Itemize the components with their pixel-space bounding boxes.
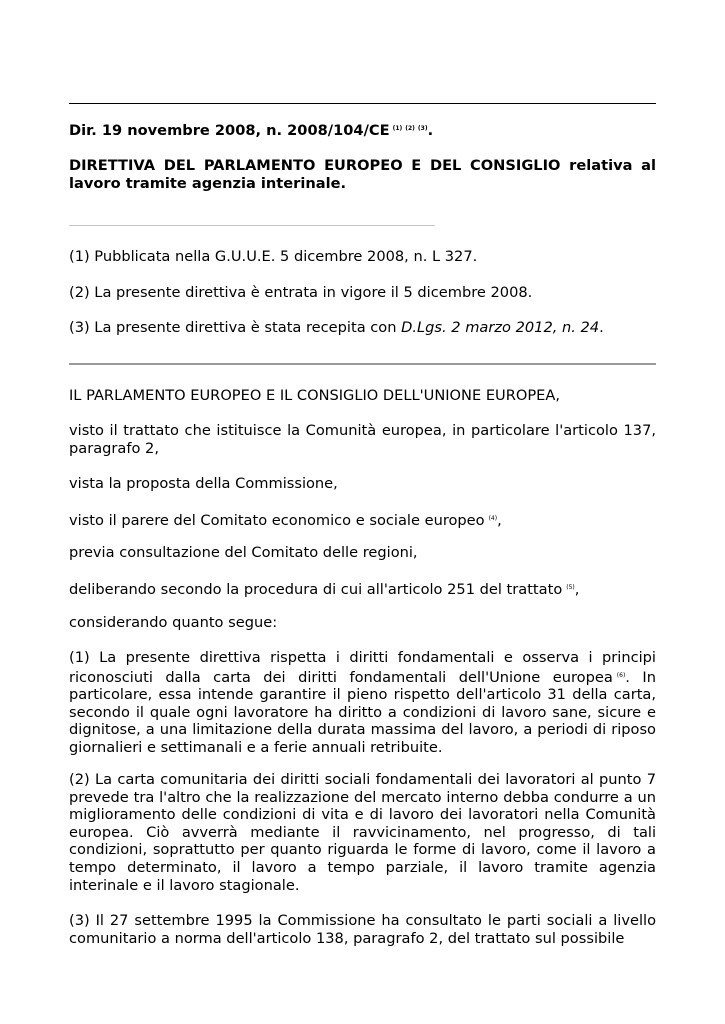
deliberando-end: , — [574, 581, 580, 598]
footnote-ref-2[interactable]: (2) — [405, 125, 415, 132]
deliberando-text: deliberando secondo la procedura di cui all'articolo 251 del trattato — [69, 581, 563, 598]
footnote-3-end: . — [599, 319, 604, 336]
recital-2: (2) La carta comunitaria dei diritti sociali fondamentali dei lavoratori al punto 7 prevede tra l'altro che la realizzazione del mercato interno debba condurre a un miglioramento delle condizioni di vita e di lavoro dei lavoratori nella Comunità europea. Ciò avverrà mediante il ravvicinamento, nel progresso, di tali condizioni, soprattutto per quanto riguarda le forme di lavoro, come il lavoro a tempo determinato, il lavoro a tempo parziale, il lavoro tramite agenzia interinale e il lavoro stagionale. — [69, 771, 656, 894]
preamble-consultazione: previa consultazione del Comitato delle regioni, — [69, 544, 418, 561]
preamble-proposta: vista la proposta della Commissione, — [69, 475, 338, 492]
top-divider — [69, 103, 656, 104]
parere-text: visto il parere del Comitato economico e sociale europeo — [69, 512, 485, 529]
preamble-visto-trattato: visto il trattato che istituisce la Comunità europea, in particolare l'articolo 137, paragrafo 2, — [69, 422, 656, 457]
section-divider — [69, 363, 656, 365]
preamble-intro: IL PARLAMENTO EUROPEO E IL CONSIGLIO DELL'UNIONE EUROPEA, — [69, 387, 560, 404]
footnote-ref-5[interactable]: (5) — [566, 584, 575, 591]
recital-1 — [69, 649, 656, 757]
footnote-3-text: (3) La presente direttiva è stata recepita con — [69, 319, 402, 336]
footnote-ref-4[interactable]: (4) — [488, 515, 498, 522]
footnote-ref-3[interactable]: (3) — [417, 125, 428, 132]
title-end: . — [427, 122, 434, 139]
footnote-3 — [69, 319, 604, 336]
document-title — [69, 122, 433, 139]
footnote-ref-6[interactable]: (6) — [616, 671, 626, 679]
notes-divider — [69, 225, 435, 226]
parere-end: , — [497, 512, 502, 529]
footnote-3-link[interactable]: D.Lgs. 2 marzo 2012, n. 24 — [401, 319, 600, 336]
footnote-2: (2) La presente direttiva è entrata in vigore il 5 dicembre 2008. — [69, 284, 533, 301]
recital-1-text-b: . In particolare, essa intende garantire il pieno rispetto dell'articolo 31 della carta, secondo il quale ogni lavoratore ha diritto a condizioni di lavoro sane, sicure e dignitose, a una limitazione della durata massima del lavoro, a periodi di riposo giornalieri e settimanali e a ferie annuali retribuite. — [69, 668, 656, 756]
recital-1-text-a: (1) La presente direttiva rispetta i diritti fondamentali e osserva i principi riconosciuti dalla carta dei diritti fondamentali dell'Unione europea — [69, 649, 656, 686]
footnote-1: (1) Pubblicata nella G.U.U.E. 5 dicembre 2008, n. L 327. — [69, 248, 478, 265]
footnote-ref-1[interactable]: (1) — [392, 125, 403, 132]
title-text: Dir. 19 novembre 2008, n. 2008/104/CE — [69, 122, 390, 139]
recital-3: (3) Il 27 settembre 1995 la Commissione ha consultato le parti sociali a livello comunitario a norma dell'articolo 138, paragrafo 2, del trattato sul possibile — [69, 912, 656, 947]
document-subtitle: DIRETTIVA DEL PARLAMENTO EUROPEO E DEL CONSIGLIO relativa al lavoro tramite agenzia interinale. — [69, 157, 656, 192]
preamble-considerando: considerando quanto segue: — [69, 614, 278, 631]
preamble-parere — [69, 510, 656, 530]
preamble-deliberando — [69, 579, 656, 599]
